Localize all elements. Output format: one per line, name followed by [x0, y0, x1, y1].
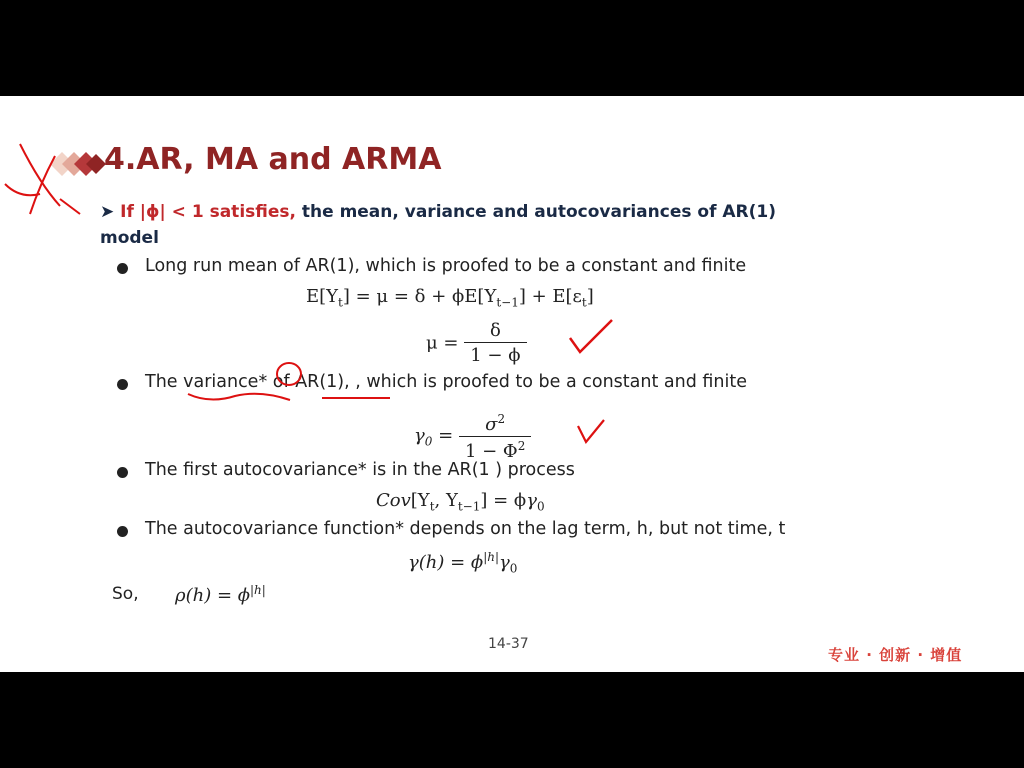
intro-text [100, 199, 776, 251]
arrow-bullet-icon: ➤ [100, 202, 121, 222]
bullet-dot-icon [117, 379, 128, 390]
handwritten-scribble-icon [0, 134, 90, 224]
so-label: So, [112, 584, 139, 604]
intro-rest-line2: model [100, 228, 159, 248]
intro-rest-line1: the mean, variance and autocovariances of AR(1) [295, 202, 777, 222]
bullet-dot-icon [117, 467, 128, 478]
checkmark-annotation-icon [574, 418, 608, 448]
slide [0, 96, 1024, 672]
bullet-dot-icon [117, 526, 128, 537]
bullet-item-first-autocov: The first autocovariance* is in the AR(1 ) process [145, 460, 575, 480]
bullet-dot-icon [117, 263, 128, 274]
page-number: 14-37 [488, 636, 529, 652]
underline-annotation-icon [180, 360, 400, 410]
bullet-item-mean: Long run mean of AR(1), which is proofed to be a constant and finite [145, 256, 747, 276]
equation-rho-h: $\rho(h) = \phi^{|h|}$ [175, 583, 266, 606]
footer-brand: 专业 · 创新 · 增值 [828, 646, 963, 664]
equation-mean: $E[Y_t] = \mu = \delta + \phi E[Y_{t-1}] + E[\varepsilon_t]$ [306, 286, 594, 310]
equation-gamma0: $\gamma_0$ = $\frac{\sigma^2}{1 - \Phi^2}$ [414, 412, 531, 462]
slide-title: 4.AR, MA and ARMA [104, 142, 442, 177]
equation-cov: $Cov[Y_t$, $Y_{t-1}] = \phi\gamma_0$ [376, 490, 545, 514]
equation-gamma-h: $\gamma(h) = \phi^{|h|}\gamma_0$ [408, 550, 518, 576]
equation-mu: μ = $\frac{\delta}{1 - \phi}$ [426, 320, 527, 366]
condition-text: If |ϕ| < 1 satisfies, [120, 202, 296, 222]
bullet-item-variance: The variance* of AR(1), , which is proofed to be a constant and finite [145, 372, 747, 392]
bullet-item-autocov-function: The autocovariance function* depends on the lag term, h, but not time, t [145, 519, 786, 539]
checkmark-annotation-icon [566, 316, 616, 356]
